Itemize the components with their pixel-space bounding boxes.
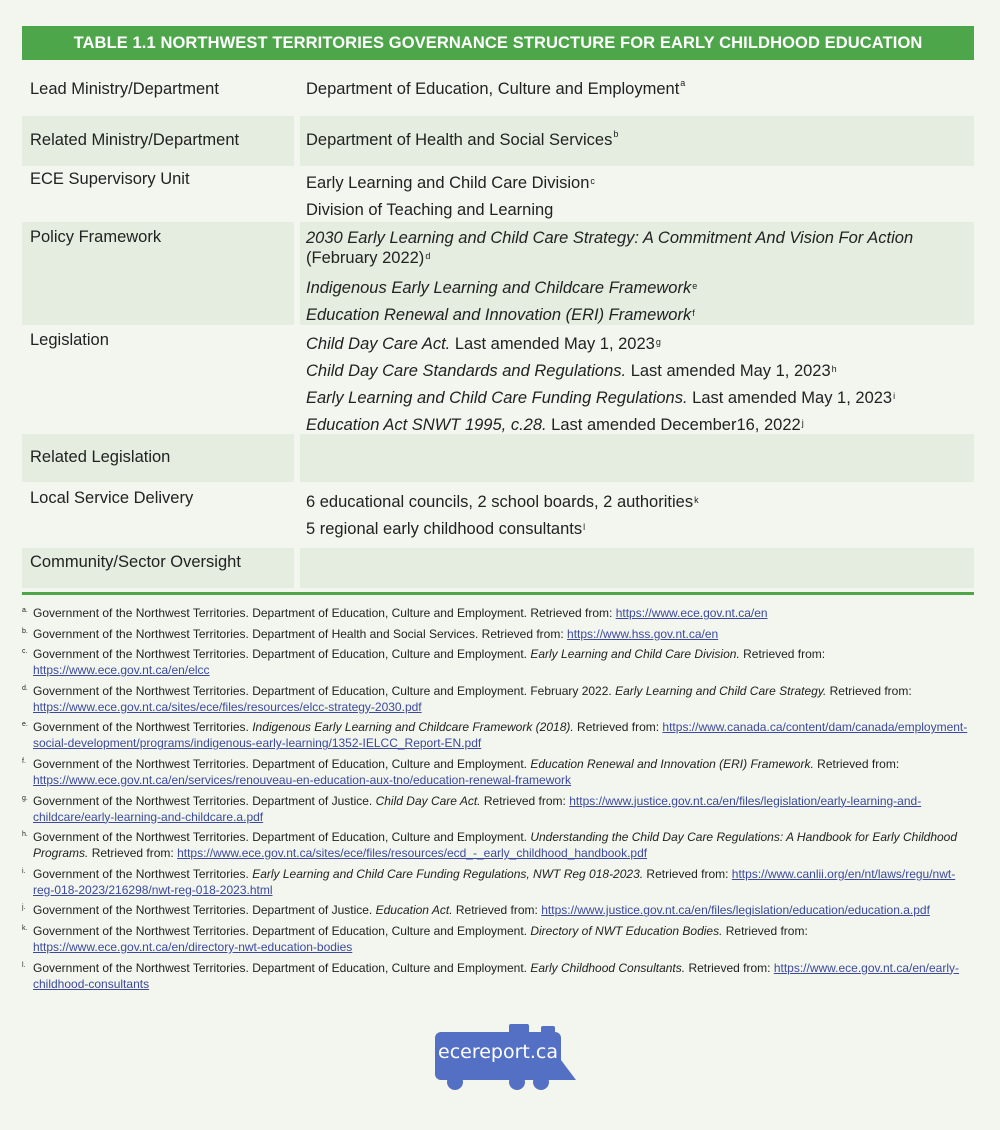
- value-text: Education Renewal and Innovation (ERI) Framework: [306, 306, 692, 324]
- row-label: ECE Supervisory Unit: [30, 170, 190, 188]
- ecereport-logo[interactable]: [435, 1024, 577, 1092]
- value-text: Child Day Care Standards and Regulations.: [306, 362, 627, 380]
- footnote-item: [22, 866, 974, 898]
- table-title: TABLE 1.1 NORTHWEST TERRITORIES GOVERNANCE STRUCTURE FOR EARLY CHILDHOOD EDUCATION: [22, 26, 974, 60]
- value-line: [306, 131, 968, 150]
- footnotes-list: [22, 605, 974, 992]
- table-row: [22, 548, 974, 588]
- footnote-ref[interactable]: b: [613, 129, 619, 139]
- footnote-mark: f.: [22, 757, 26, 765]
- row-label: Policy Framework: [22, 222, 294, 325]
- footnote-segment: Education Renewal and Innovation (ERI) Framework.: [530, 756, 814, 771]
- footnote-item: [22, 902, 974, 918]
- footnote-segment: Retrieved from:: [88, 846, 178, 861]
- value-line: [306, 358, 968, 385]
- table-row: [22, 325, 974, 434]
- row-label: Related Legislation: [22, 434, 294, 482]
- footnote-link[interactable]: https://www.canlii.org/en/nt/laws/regu/nwt-reg-018-2023/216298/nwt-reg-018-2023.html: [33, 866, 956, 897]
- row-value: [300, 482, 974, 548]
- footnote-text: [33, 793, 974, 825]
- row-value: [300, 116, 974, 166]
- footnote-mark: h.: [22, 831, 28, 839]
- footnote-ref[interactable]: c: [590, 176, 595, 186]
- footnote-segment: Government of the Northwest Territories. Department of Health and Social Services. Retrieved from:: [33, 626, 568, 641]
- footnote-segment: Retrieved from:: [826, 683, 912, 698]
- footnote-text: [33, 960, 974, 992]
- footnote-ref[interactable]: i: [893, 391, 896, 401]
- footnote-text: [33, 756, 974, 788]
- footnote-segment: Retrieved from:: [452, 903, 542, 918]
- footnote-segment: Understanding the Child Day Care Regulations: A Handbook for Early Childhood Programs.: [33, 830, 958, 861]
- row-value: [300, 222, 974, 325]
- footnote-mark: l.: [22, 961, 26, 969]
- value-line: [306, 489, 968, 516]
- footnote-text: [33, 902, 974, 918]
- footnote-segment: Retrieved from:: [685, 960, 774, 975]
- value-text: Last amended May 1, 2023: [687, 389, 893, 407]
- footnote-segment: Retrieved from:: [739, 647, 826, 662]
- footnote-text: [33, 923, 974, 955]
- footnote-segment: Government of the Northwest Territories.: [33, 866, 253, 881]
- footnote-link[interactable]: https://www.canada.ca/content/dam/canada/employment-social-development/programs/indigenous-early-learning/1352-IELCC_Report-EN.pdf: [33, 720, 968, 751]
- footnote-ref[interactable]: d: [425, 251, 431, 261]
- footnote-mark: b.: [22, 627, 28, 635]
- value-line: [306, 197, 968, 224]
- value-text: (February 2022): [306, 249, 425, 267]
- footnote-item: [22, 756, 974, 788]
- footnote-segment: Retrieved from:: [722, 923, 808, 938]
- footnote-mark: c.: [22, 648, 28, 656]
- footnote-item: [22, 923, 974, 955]
- table-row: [22, 222, 974, 325]
- document-page: [22, 26, 974, 996]
- row-label: Legislation: [30, 331, 109, 349]
- footnote-segment: Early Learning and Child Care Division.: [530, 647, 740, 662]
- value-text: Early Learning and Child Care Division: [306, 174, 590, 192]
- value-text: 5 regional early childhood consultants: [306, 520, 583, 538]
- footnote-segment: Government of the Northwest Territories. Department of Education, Culture and Employment.: [33, 647, 531, 662]
- footnote-text: [33, 626, 974, 642]
- footnote-text: [33, 683, 974, 715]
- footnote-link[interactable]: https://www.ece.gov.nt.ca/en/early-childhood-consultants: [33, 960, 960, 991]
- footnote-mark: j.: [22, 904, 26, 912]
- value-line: [306, 516, 968, 543]
- footnote-segment: Early Childhood Consultants.: [530, 960, 686, 975]
- table-row: [22, 166, 974, 222]
- footnote-mark: e.: [22, 721, 28, 729]
- footnote-segment: Government of the Northwest Territories. Department of Education, Culture and Employment. February 2022.: [33, 683, 616, 698]
- footnote-link[interactable]: https://www.ece.gov.nt.ca/en/directory-nwt-education-bodies: [33, 939, 353, 954]
- footnote-segment: Directory of NWT Education Bodies.: [530, 923, 723, 938]
- footnote-link[interactable]: https://www.justice.gov.nt.ca/en/files/legislation/education/education.a.pdf: [541, 903, 930, 918]
- footnote-mark: d.: [22, 684, 28, 692]
- value-line: [306, 170, 968, 197]
- value-text: Indigenous Early Learning and Childcare Framework: [306, 279, 692, 297]
- table-row: [22, 434, 974, 482]
- footnote-link[interactable]: https://www.ece.gov.nt.ca/en/elcc: [33, 663, 210, 678]
- footnote-ref[interactable]: h: [831, 364, 837, 374]
- value-text: Child Day Care Act.: [306, 335, 451, 353]
- footnote-ref[interactable]: f: [692, 308, 695, 318]
- row-label: Related Ministry/Department: [22, 116, 294, 166]
- table-row: [22, 116, 974, 166]
- footnote-item: [22, 793, 974, 825]
- footnote-ref[interactable]: e: [692, 281, 698, 291]
- footnote-link[interactable]: https://www.justice.gov.nt.ca/en/files/legislation/early-learning-and-childcare/early-learning-and-childcare.a.pdf: [33, 793, 922, 824]
- footnote-segment: Government of the Northwest Territories. Department of Education, Culture and Employment.: [33, 960, 531, 975]
- row-value: [300, 166, 974, 222]
- value-line: [306, 80, 968, 99]
- footnote-ref[interactable]: l: [583, 522, 586, 532]
- value-text: Division of Teaching and Learning: [306, 201, 554, 219]
- footnote-segment: Retrieved from:: [480, 793, 570, 808]
- footnote-segment: Retrieved from:: [573, 720, 663, 735]
- footnote-segment: Early Learning and Child Care Funding Regulations, NWT Reg 018-2023.: [252, 866, 644, 881]
- value-text: 6 educational councils, 2 school boards, 2 authorities: [306, 493, 694, 511]
- row-label: Community/Sector Oversight: [22, 548, 294, 588]
- value-text: Last amended December16, 2022: [546, 416, 801, 434]
- table-row: [22, 482, 974, 548]
- row-label: Lead Ministry/Department: [30, 80, 219, 98]
- value-line: [306, 228, 968, 268]
- footnote-segment: Government of the Northwest Territories. Department of Education, Culture and Employment.: [33, 756, 531, 771]
- value-text: Last amended May 1, 2023: [626, 362, 831, 380]
- value-text: Education Act SNWT 1995, c.28.: [306, 416, 547, 434]
- footnote-text: [33, 829, 974, 861]
- value-line: [306, 331, 968, 358]
- footnote-item: [22, 719, 974, 751]
- footnote-text: [33, 866, 974, 898]
- footnote-mark: a.: [22, 607, 28, 614]
- footnote-ref[interactable]: j: [801, 418, 804, 428]
- footnote-ref[interactable]: a: [680, 78, 686, 88]
- footnote-segment: Government of the Northwest Territories. Department of Education, Culture and Employment.: [33, 830, 531, 845]
- footnote-mark: i.: [22, 867, 26, 875]
- value-text: Early Learning and Child Care Funding Regulations.: [306, 389, 688, 407]
- footnote-text: [33, 646, 974, 678]
- footnote-segment: Retrieved from:: [643, 866, 732, 881]
- row-label: Local Service Delivery: [30, 489, 194, 507]
- row-value: [300, 66, 974, 116]
- footnote-item: [22, 960, 974, 992]
- row-value: [300, 325, 974, 434]
- footnote-segment: Education Act.: [375, 903, 453, 918]
- footnote-segment: Retrieved from:: [813, 756, 900, 771]
- footnote-mark: g.: [22, 794, 28, 802]
- footnote-item: [22, 683, 974, 715]
- row-value: [300, 548, 974, 588]
- footnote-segment: Government of the Northwest Territories. Department of Justice.: [33, 903, 376, 918]
- footnote-mark: k.: [22, 924, 28, 932]
- value-text: Department of Health and Social Services: [306, 131, 613, 149]
- footnote-item: [22, 626, 974, 642]
- footnote-item: [22, 646, 974, 678]
- footnote-segment: Early Learning and Child Care Strategy.: [615, 683, 827, 698]
- footnote-link[interactable]: https://www.ece.gov.nt.ca/en: [615, 606, 768, 620]
- value-line: [306, 385, 968, 412]
- logo-text: ecereport.ca: [438, 1041, 558, 1063]
- footnote-segment: Government of the Northwest Territories. Department of Justice.: [33, 793, 376, 808]
- table-row: [22, 66, 974, 116]
- governance-table: [22, 66, 974, 588]
- footnote-text: [33, 605, 974, 621]
- footnote-text: [33, 719, 974, 751]
- value-text: Department of Education, Culture and Employment: [306, 80, 680, 98]
- value-line: [306, 275, 968, 302]
- value-text: 2030 Early Learning and Child Care Strategy: A Commitment And Vision For Action: [306, 229, 914, 247]
- footnote-item: [22, 605, 974, 621]
- footnote-link[interactable]: https://www.ece.gov.nt.ca/sites/ece/files/resources/elcc-strategy-2030.pdf: [33, 699, 422, 714]
- footnote-segment: Indigenous Early Learning and Childcare Framework (2018).: [252, 720, 574, 735]
- footnote-link[interactable]: https://www.hss.gov.nt.ca/en: [567, 626, 719, 641]
- footnote-segment: Government of the Northwest Territories.: [33, 720, 253, 735]
- footnote-link[interactable]: https://www.ece.gov.nt.ca/en/services/renouveau-en-education-aux-tno/education-renewal-framework: [33, 772, 572, 787]
- footnote-item: [22, 829, 974, 861]
- row-value: [300, 434, 974, 482]
- footnote-link[interactable]: https://www.ece.gov.nt.ca/sites/ece/files/resources/ecd_-_early_childhood_handbook.pdf: [177, 846, 648, 861]
- footnote-ref[interactable]: k: [694, 495, 699, 505]
- footnote-ref[interactable]: g: [655, 337, 661, 347]
- footnote-segment: Government of the Northwest Territories. Department of Education, Culture and Employment. Retrieved from:: [33, 606, 616, 620]
- value-text: Last amended May 1, 2023: [450, 335, 655, 353]
- footnote-segment: Child Day Care Act.: [375, 793, 481, 808]
- table-bottom-rule: [22, 592, 974, 595]
- footnote-segment: Government of the Northwest Territories. Department of Education, Culture and Employment.: [33, 923, 531, 938]
